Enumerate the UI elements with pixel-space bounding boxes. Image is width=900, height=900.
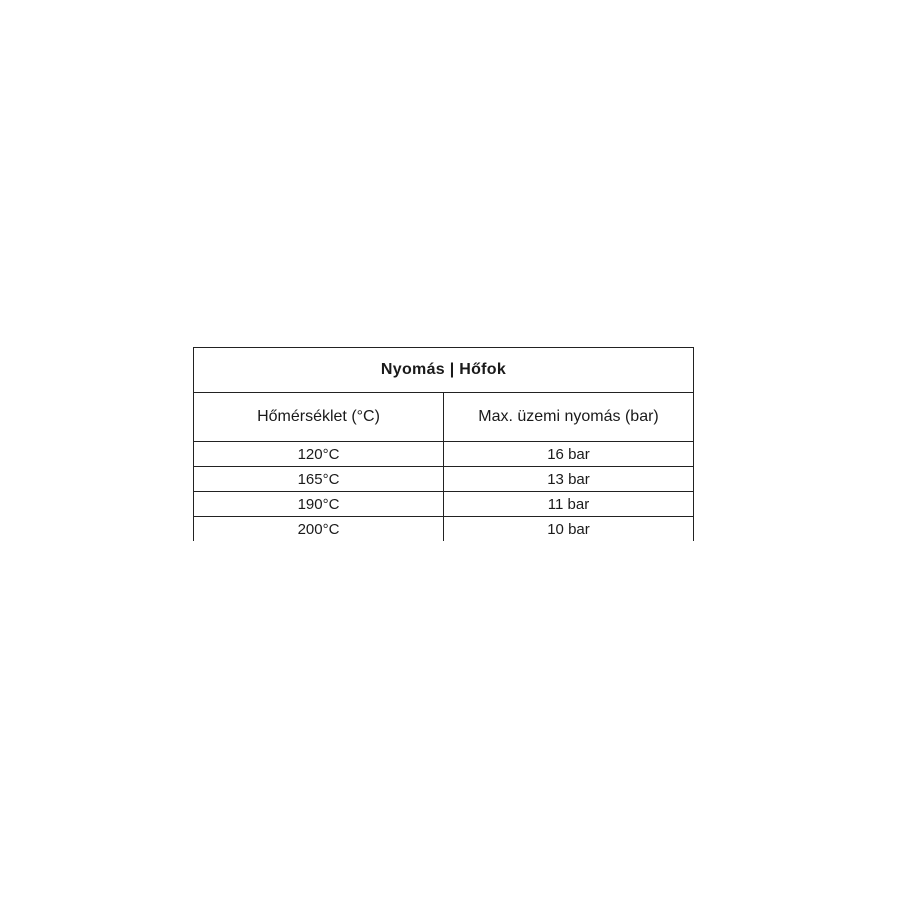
table-title: Nyomás | Hőfok (194, 348, 694, 393)
temperature-cell: 165°C (194, 467, 444, 492)
column-header-max-pressure: Max. üzemi nyomás (bar) (444, 393, 694, 442)
pressure-cell: 13 bar (444, 467, 694, 492)
pressure-cell: 10 bar (444, 517, 694, 542)
temperature-cell: 190°C (194, 492, 444, 517)
pressure-cell: 11 bar (444, 492, 694, 517)
temperature-cell: 120°C (194, 442, 444, 467)
column-header-temperature: Hőmérséklet (°C) (194, 393, 444, 442)
table-title-row (194, 348, 694, 393)
pressure-temperature-table-container (193, 347, 693, 541)
pressure-temperature-table (193, 347, 694, 541)
pressure-cell: 16 bar (444, 442, 694, 467)
table-row (194, 492, 694, 517)
table-header-row (194, 393, 694, 442)
table-row (194, 467, 694, 492)
table-row (194, 442, 694, 467)
temperature-cell: 200°C (194, 517, 444, 542)
table-row (194, 517, 694, 542)
